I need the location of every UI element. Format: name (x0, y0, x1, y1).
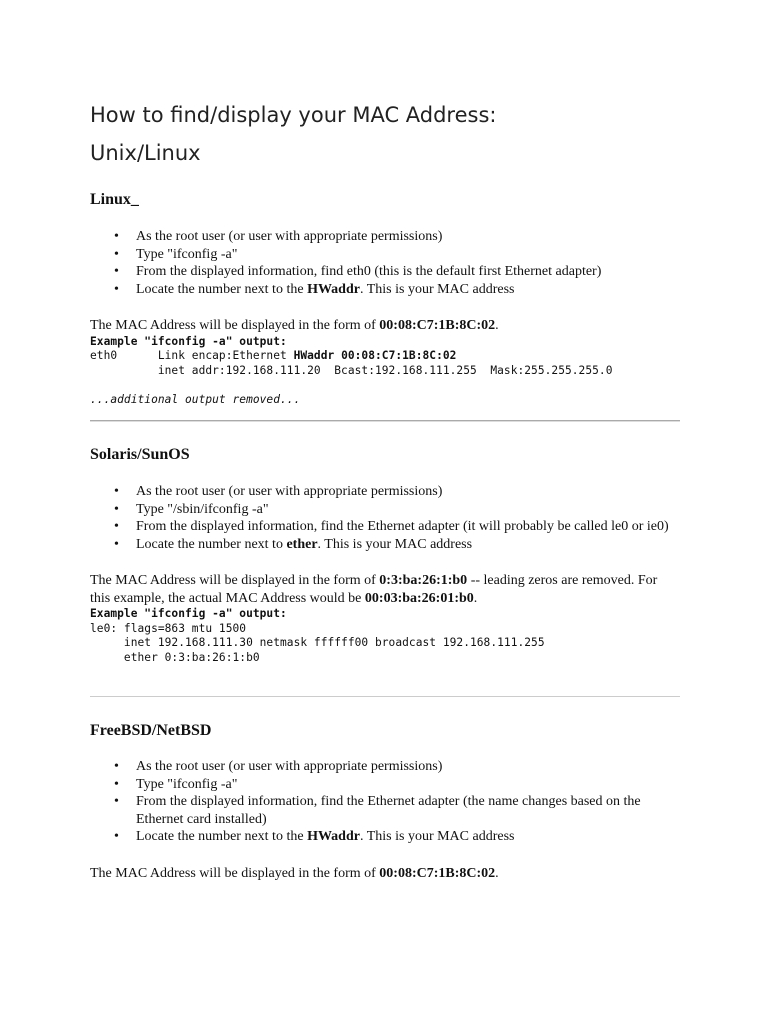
mac-form-text: The MAC Address will be displayed in the form of 0:3:ba:26:1:b0 -- leading zeros are removed. For this example, the actual MAC Address would be 00:03:ba:26:01:b0. (90, 573, 658, 606)
section-freebsd (90, 721, 680, 882)
list-item: • Type "ifconfig -a" (90, 776, 680, 794)
list-item: • Locate the number next to the HWaddr. This is your MAC address (90, 281, 680, 299)
section-divider (90, 420, 680, 422)
list-item: • As the root user (or user with appropriate permissions) (90, 228, 680, 246)
code-example-solaris: Example "ifconfig -a" output: le0: flags=863 mtu 1500 inet 192.168.111.30 netmask ffffff00 broadcast 192.168.111.255 ether 0:3:ba:26:1:b0 (90, 607, 545, 664)
list-item: • From the displayed information, find eth0 (this is the default first Ethernet adapter) (90, 263, 680, 281)
linux-steps-list (90, 228, 680, 298)
example-label: Example "ifconfig -a" output: (90, 607, 287, 620)
section-heading-linux: Linux_ (90, 191, 139, 208)
list-item: • Type "/sbin/ifconfig -a" (90, 501, 680, 519)
list-item: • As the root user (or user with appropriate permissions) (90, 483, 680, 501)
code-removed-note: ...additional output removed... (90, 392, 301, 406)
mac-form-text: The MAC Address will be displayed in the form of 00:08:C7:1B:8C:02. (90, 865, 499, 881)
list-item: • Type "ifconfig -a" (90, 246, 680, 264)
code-example-linux: Example "ifconfig -a" output: eth0 Link encap:Ethernet HWaddr 00:08:C7:1B:8C:02 inet addr:192.168.111.20 Bcast:192.168.111.255 Mask:255.255.255.0 ...additional output removed... (90, 334, 613, 406)
mac-form-text: The MAC Address will be displayed in the form of 00:08:C7:1B:8C:02. (90, 318, 499, 333)
example-label: Example "ifconfig -a" output: (90, 334, 287, 348)
section-heading-freebsd: FreeBSD/NetBSD (90, 722, 212, 739)
section-solaris (90, 445, 680, 665)
section-linux (90, 190, 680, 407)
list-item: • Locate the number next to the HWaddr. This is your MAC address (90, 828, 680, 846)
list-item: • As the root user (or user with appropriate permissions) (90, 758, 680, 776)
list-item: • From the displayed information, find the Ethernet adapter (it will probably be called le0 or ie0) (90, 518, 680, 536)
page-title-line2: Unix/Linux (90, 141, 201, 165)
page-title-line1: How to find/display your MAC Address: (90, 103, 497, 127)
page-title (90, 96, 690, 172)
list-item: • Locate the number next to ether. This is your MAC address (90, 536, 680, 554)
list-item: • From the displayed information, find the Ethernet adapter (the name changes based on the Ethernet card installed) (90, 793, 680, 828)
section-heading-solaris: Solaris/SunOS (90, 446, 190, 463)
section-divider (90, 696, 680, 697)
solaris-steps-list (90, 483, 680, 553)
freebsd-steps-list (90, 758, 680, 846)
